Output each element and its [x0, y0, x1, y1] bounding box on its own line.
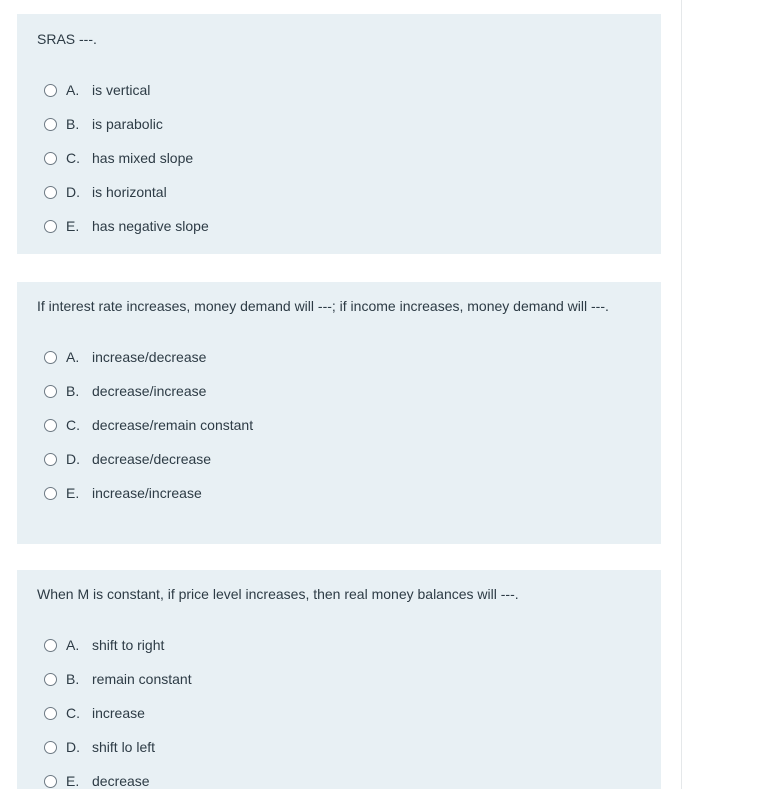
question-3-prompt: When M is constant, if price level increases, then real money balances will ---.	[37, 586, 519, 602]
radio-button[interactable]	[44, 152, 57, 165]
answer-letter: B.	[66, 383, 80, 399]
answer-option-e[interactable]	[37, 476, 641, 510]
answer-text: increase/increase	[92, 485, 202, 501]
answer-text: is vertical	[92, 82, 151, 98]
answer-letter: B.	[66, 116, 80, 132]
radio-button[interactable]	[44, 487, 57, 500]
answer-option-b[interactable]	[37, 374, 641, 408]
radio-button[interactable]	[44, 186, 57, 199]
answer-letter: D.	[66, 739, 80, 755]
question-1-answers	[37, 73, 641, 243]
radio-button[interactable]	[44, 741, 57, 754]
radio-button[interactable]	[44, 118, 57, 131]
question-card-1	[17, 14, 661, 254]
answer-option-c[interactable]	[37, 696, 641, 730]
radio-button[interactable]	[44, 453, 57, 466]
answer-letter: B.	[66, 671, 80, 687]
answer-text: has mixed slope	[92, 150, 194, 166]
question-1-prompt: SRAS ---.	[37, 31, 97, 47]
answer-option-c[interactable]	[37, 408, 641, 442]
answer-text: decrease/increase	[92, 383, 207, 399]
radio-button[interactable]	[44, 639, 57, 652]
answer-text: has negative slope	[92, 218, 209, 234]
answer-letter: E.	[66, 218, 80, 234]
radio-button[interactable]	[44, 673, 57, 686]
answer-letter: D.	[66, 451, 80, 467]
answer-option-a[interactable]	[37, 73, 641, 107]
answer-option-d[interactable]	[37, 730, 641, 764]
answer-letter: C.	[66, 417, 80, 433]
answer-letter: A.	[66, 637, 80, 653]
radio-button[interactable]	[44, 385, 57, 398]
question-card-2	[17, 282, 661, 544]
answer-text: increase/decrease	[92, 349, 207, 365]
answer-letter: A.	[66, 349, 80, 365]
answer-text: decrease/remain constant	[92, 417, 254, 433]
right-column-divider	[681, 0, 682, 789]
radio-button[interactable]	[44, 220, 57, 233]
answer-text: is horizontal	[92, 184, 167, 200]
answer-option-a[interactable]	[37, 340, 641, 374]
answer-option-d[interactable]	[37, 175, 641, 209]
answer-text: decrease	[92, 773, 150, 789]
answer-letter: E.	[66, 485, 80, 501]
answer-text: shift to right	[92, 637, 165, 653]
answer-option-b[interactable]	[37, 662, 641, 696]
radio-button[interactable]	[44, 775, 57, 788]
answer-text: is parabolic	[92, 116, 163, 132]
answer-letter: D.	[66, 184, 80, 200]
answer-text: decrease/decrease	[92, 451, 212, 467]
radio-button[interactable]	[44, 351, 57, 364]
answer-text: increase	[92, 705, 145, 721]
answer-option-e[interactable]	[37, 209, 641, 243]
answer-option-b[interactable]	[37, 107, 641, 141]
answer-option-c[interactable]	[37, 141, 641, 175]
answer-letter: C.	[66, 705, 80, 721]
question-2-prompt: If interest rate increases, money demand will ---; if income increases, money demand will ---.	[37, 298, 609, 314]
radio-button[interactable]	[44, 419, 57, 432]
answer-text: shift lo left	[92, 739, 156, 755]
radio-button[interactable]	[44, 84, 57, 97]
radio-button[interactable]	[44, 707, 57, 720]
answer-option-d[interactable]	[37, 442, 641, 476]
answer-letter: A.	[66, 82, 80, 98]
answer-option-a[interactable]	[37, 628, 641, 662]
answer-option-e[interactable]	[37, 764, 641, 789]
answer-letter: E.	[66, 773, 80, 789]
answer-letter: C.	[66, 150, 80, 166]
question-2-answers	[37, 340, 641, 510]
question-3-answers	[37, 628, 641, 789]
answer-text: remain constant	[92, 671, 192, 687]
question-card-3	[17, 570, 661, 789]
